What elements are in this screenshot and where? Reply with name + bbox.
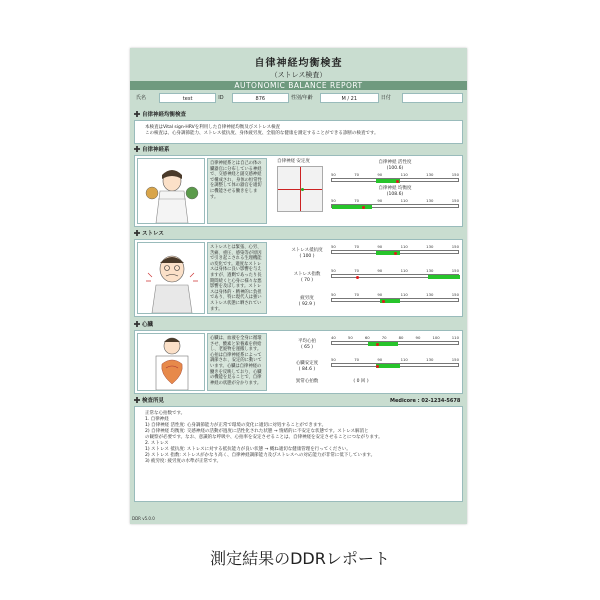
findings-line: 2) 自律神経 均衡度: 交感神経の活動が過度に活性化された状態 → 情緒的に不安定な状態です。ストレス解消と — [145, 429, 369, 434]
section1-text1: 本検査はVital sign-HRVを利用した自律神経均衡及びストレス検査 — [145, 125, 281, 130]
name-value: test — [159, 93, 216, 103]
findings-line: 正常な心拍数です。 — [145, 411, 186, 416]
autonomic-activity-label: 自律神経 活性度 — [378, 160, 412, 165]
section-stress-heading: ストレス — [134, 230, 164, 238]
heart-rate-value: ( 65 ) — [300, 345, 314, 350]
sex-age-value: M / 21 — [320, 93, 379, 103]
stress-resistance-bar — [331, 250, 459, 254]
section-autonomic-nerve-heading: 自律神経系 — [134, 146, 170, 154]
findings-line: 3) 疲労度: 疲労度の水準が正常です。 — [145, 459, 222, 464]
findings-line: 1) ストレス 抵抗度: ストレスに対する抵抗能力が良い状態 → 概ね適切な健康管理を行ってください。 — [145, 447, 351, 452]
findings-line: 1. 自律神経 — [145, 417, 169, 422]
plus-icon — [134, 146, 140, 152]
section1-text2: この検査は、心身調節能力、ストレス抵抗度、身体疲労度、全般的な健康を測定することができる診断の検査です。 — [145, 131, 379, 136]
section-autonomic-test-heading: 自律神経均衡検査 — [134, 111, 186, 119]
heart-rate-bar — [331, 341, 459, 345]
plus-icon — [134, 321, 140, 327]
heart-stability-bar — [331, 363, 459, 367]
report-sheet — [130, 48, 467, 524]
fatigue-value: ( 92.9 ) — [298, 302, 316, 307]
fatigue-scale: 50 70 90 110 130 150 — [331, 292, 459, 297]
heart-rate-scale: 40 50 60 70 80 90 100 110 — [331, 335, 459, 340]
date-value — [402, 93, 463, 103]
autonomic-balance-bar — [331, 204, 459, 208]
report-subtitle: （ストレス検査） — [270, 71, 327, 79]
fatigue-bar — [331, 298, 459, 302]
report-title-area — [130, 48, 467, 80]
findings-text — [145, 411, 455, 465]
plus-icon — [134, 111, 140, 117]
autonomic-balance-value: (108.6) — [386, 192, 404, 197]
section-stress-box — [134, 239, 463, 317]
stress-resistance-label: ストレス抵抗度 — [291, 248, 323, 253]
patient-info-row — [134, 93, 463, 103]
section3-description: ストレスとは緊張、心労、苦痛、重圧、感染等が原因で引き起こされる生理機能の変化です。適度なストレスは身体に良い影響を与えますが、過剰であったり長期間続くと心身に様々な悪影響を及ぼします。ストレスは身体的・精神的に負担であり、特に現代人は強いストレス状態に晒されています。 — [207, 242, 267, 314]
heart-stability-value: ( 84.6 ) — [298, 367, 316, 372]
heart-stability-label: 心臓安定度 — [295, 361, 319, 366]
abnormal-beats-value: ( 0 回 ) — [353, 379, 369, 384]
plus-icon — [134, 397, 140, 403]
fatigue-label: 疲労度 — [300, 296, 314, 301]
id-value: 876 — [232, 93, 289, 103]
stress-gauges — [277, 242, 459, 316]
autonomic-balance-label: 自律神経 均衡度 — [378, 186, 412, 191]
stress-index-scale: 50 70 90 110 130 150 — [331, 268, 459, 273]
autonomic-gauges — [331, 160, 459, 220]
caption: 測定結果のDDRレポート — [210, 549, 390, 568]
section4-description: 心臓は、血液を全身に循環させ、酸素と栄養素を供給し、老廃物を運搬します。心拍は自律神経系によって調節され、安定的に動いています。心臓は自律神経の働きを反映しており、心臓の機能を見ることで、自律神経の状態が分かります。 — [207, 333, 267, 391]
heart-gauges — [277, 333, 459, 393]
nurse-illustration — [137, 158, 205, 224]
id-label: ID — [216, 93, 231, 103]
report-title: 自律神経均衡検査 — [254, 58, 343, 69]
section-findings-heading: 検査所見 — [134, 397, 164, 405]
clinic-contact: Medicore : 02-1234-5678 — [390, 398, 461, 404]
plus-icon — [134, 230, 140, 236]
section-autonomic-nerve-box — [134, 155, 463, 227]
stress-resistance-scale: 50 70 90 110 130 150 — [331, 244, 459, 249]
version-label: DDR v5.0.0 — [132, 516, 155, 521]
stress-index-value: ( 70 ) — [300, 278, 314, 283]
stability-chart-label: 自律神経 安定度 — [277, 159, 310, 164]
stress-resistance-value: ( 100 ) — [299, 254, 315, 259]
section-autonomic-test-box — [134, 120, 463, 144]
heart-stability-scale: 50 70 90 110 130 150 — [331, 357, 459, 362]
name-label: 氏名 — [134, 93, 159, 103]
heart-illustration — [137, 333, 205, 391]
section-heart-box — [134, 330, 463, 394]
findings-line: 2) ストレス 指数: ストレスがかなり高く、自律神経調節能力及びストレスへの対応能力が非常に低下しています。 — [145, 453, 376, 458]
findings-line: 2. ストレス — [145, 441, 169, 446]
findings-line: 1) 自律神経 活性度: 心身調節能力が正常で環境の変化に適切に対処することができます。 — [145, 423, 327, 428]
stress-index-bar — [331, 274, 459, 278]
findings-line: の観察が必要です。なお、意識的な呼吸や、心拍率を安定させることは、自律神経を安定させることにつながります。 — [145, 435, 383, 440]
autonomic-balance-scale: 50 70 90 110 130 150 — [331, 198, 459, 203]
autonomic-activity-scale: 50 70 90 110 130 150 — [331, 172, 459, 177]
autonomic-activity-value: (100.6) — [386, 166, 404, 171]
heart-rate-label: 平均心拍 — [298, 339, 316, 344]
section-findings-box — [134, 406, 463, 502]
section-heart-heading: 心臓 — [134, 321, 153, 329]
sex-age-label: 性別/年齢 — [289, 93, 320, 103]
stressed-man-illustration — [137, 242, 205, 314]
section2-description: 自律神経系とは自己の体の臓器官に分布している神経で、交感神経と副交感神経で構成され、身体の恒常性を調整して体の器官を適切に機能させる働きをします。 — [207, 158, 267, 224]
date-label: 日付 — [379, 93, 402, 103]
stress-index-label: ストレス指数 — [293, 272, 321, 277]
stability-quadrant-chart — [277, 166, 323, 212]
abnormal-beats-label: 異常心拍数 — [295, 379, 319, 384]
report-banner: AUTONOMIC BALANCE REPORT — [130, 81, 467, 90]
autonomic-activity-bar — [331, 178, 459, 182]
